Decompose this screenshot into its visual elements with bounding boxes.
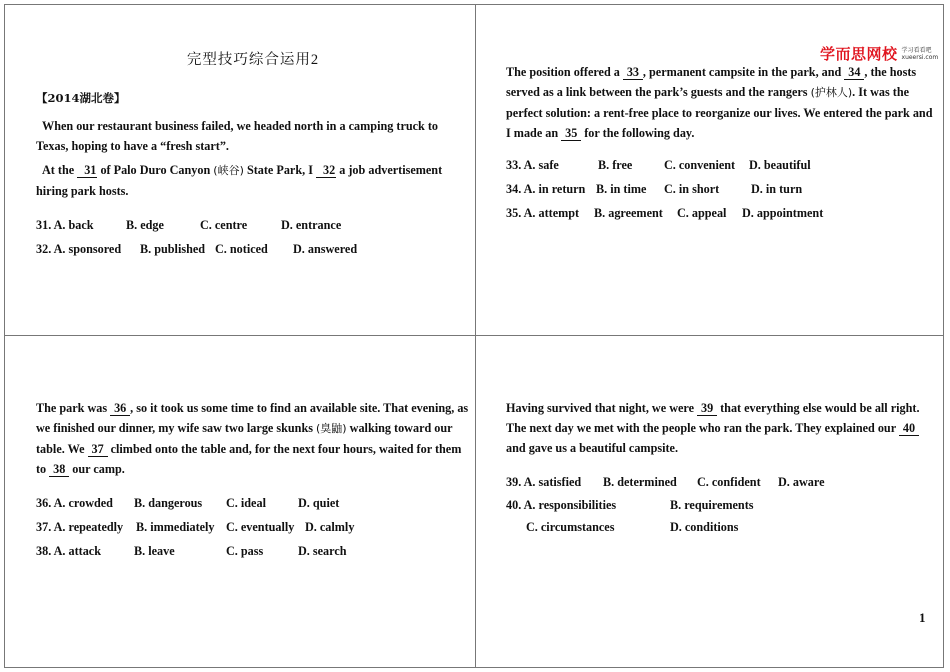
question-39-options bbox=[506, 470, 936, 494]
option: C. centre bbox=[200, 218, 248, 232]
option: C. confident bbox=[697, 475, 761, 489]
option: D. appointment bbox=[742, 206, 824, 220]
option: C. eventually bbox=[226, 520, 295, 534]
option: 35. A. attempt bbox=[506, 206, 580, 220]
option: 38. A. attack bbox=[36, 544, 101, 558]
option: B. agreement bbox=[594, 206, 663, 220]
blank-31: 31 bbox=[77, 163, 97, 178]
options-block bbox=[36, 213, 470, 261]
page-number: 1 bbox=[919, 610, 926, 625]
option: B. leave bbox=[134, 544, 175, 558]
option: D. conditions bbox=[670, 520, 739, 534]
slide-title: 完型技巧综合运用2 bbox=[186, 52, 320, 68]
option: D. beautiful bbox=[749, 158, 811, 172]
option: 33. A. safe bbox=[506, 158, 559, 172]
blank-32: 32 bbox=[316, 163, 336, 178]
question-31-options bbox=[36, 213, 470, 237]
blank-39: 39 bbox=[697, 401, 717, 416]
option: C. noticed bbox=[215, 242, 268, 256]
horizontal-divider bbox=[4, 335, 944, 336]
option: B. determined bbox=[603, 475, 677, 489]
option: C. ideal bbox=[226, 496, 266, 510]
option: C. in short bbox=[664, 182, 720, 196]
option: B. published bbox=[140, 242, 206, 256]
slide-top-left bbox=[36, 46, 470, 261]
passage-paragraph-1: When our restaurant business failed, we headed north in a camping truck to Texas, hoping to have a “fresh start”. bbox=[36, 119, 439, 153]
blank-38: 38 bbox=[49, 462, 69, 477]
options-block bbox=[36, 491, 470, 563]
logo-text: 学而思网校 bbox=[820, 45, 898, 63]
blank-37: 37 bbox=[88, 442, 108, 457]
option: 40. A. responsibilities bbox=[506, 498, 617, 512]
option: C. pass bbox=[226, 544, 264, 558]
question-37-options bbox=[36, 515, 470, 539]
option: 34. A. in return bbox=[506, 182, 586, 196]
slide-top-right bbox=[506, 62, 936, 225]
passage-paragraph: The position offered a 33 , permanent campsite in the park, and 34 , the hosts served as a link between the park’s guests and the rangers (护林人). It was the perfect solution: a rent-free place to reorganize our lives. We entered the park and I made an 35 for the following day. bbox=[506, 65, 933, 140]
blank-40: 40 bbox=[899, 421, 919, 436]
option: B. in time bbox=[596, 182, 647, 196]
options-block bbox=[506, 470, 936, 538]
option: D. answered bbox=[293, 242, 358, 256]
blank-33: 33 bbox=[623, 65, 643, 80]
option: D. in turn bbox=[751, 182, 803, 196]
option: B. edge bbox=[126, 218, 164, 232]
question-33-options bbox=[506, 153, 936, 177]
option: B. dangerous bbox=[134, 496, 203, 510]
option: 36. A. crowded bbox=[36, 496, 113, 510]
option: D. search bbox=[298, 544, 347, 558]
option: D. quiet bbox=[298, 496, 340, 510]
question-40-options-row-1 bbox=[506, 494, 936, 516]
exam-source-tag: 【2014湖北卷】 bbox=[36, 91, 126, 105]
option: B. free bbox=[598, 158, 633, 172]
option: D. entrance bbox=[281, 218, 342, 232]
option: 31. A. back bbox=[36, 218, 94, 232]
blank-35: 35 bbox=[561, 126, 581, 141]
option: D. aware bbox=[778, 475, 825, 489]
option: C. appeal bbox=[677, 206, 727, 220]
blank-36: 36 bbox=[110, 401, 130, 416]
option: C. convenient bbox=[664, 158, 736, 172]
option: 39. A. satisfied bbox=[506, 475, 582, 489]
blank-34: 34 bbox=[844, 65, 864, 80]
option: C. circumstances bbox=[526, 520, 615, 534]
question-32-options bbox=[36, 237, 470, 261]
logo-slogan: 学习看看吧 bbox=[901, 46, 932, 54]
passage-paragraph: The park was 36 , so it took us some time to find an available site. That evening, as we finished our dinner, my wife saw two large skunks (臭鼬) walking toward our table. We 37 climbed onto the table and, for the next four hours, waited for them to 38 our camp. bbox=[36, 401, 469, 476]
question-38-options bbox=[36, 539, 470, 563]
slide-bottom-right bbox=[506, 398, 936, 538]
question-35-options bbox=[506, 201, 936, 225]
option: 37. A. repeatedly bbox=[36, 520, 124, 534]
question-40-options-row-2 bbox=[506, 516, 936, 538]
question-34-options bbox=[506, 177, 936, 201]
slide-bottom-left bbox=[36, 398, 470, 563]
brand-logo bbox=[820, 43, 938, 64]
option: 32. A. sponsored bbox=[36, 242, 122, 256]
option: B. requirements bbox=[670, 498, 754, 512]
option: B. immediately bbox=[136, 520, 215, 534]
vertical-divider bbox=[475, 4, 476, 668]
passage-paragraph-2: At the 31 of Palo Duro Canyon (峡谷) State Park, I 32 a job advertisement hiring park hosts. bbox=[36, 163, 443, 198]
option: D. calmly bbox=[305, 520, 355, 534]
passage-paragraph: Having survived that night, we were 39 that everything else would be all right. The next day we met with the people who ran the park. They explained our 40 and gave us a beautiful campsite. bbox=[506, 401, 920, 455]
question-36-options bbox=[36, 491, 470, 515]
logo-url: xueersi.com bbox=[901, 53, 939, 61]
options-block bbox=[506, 153, 936, 225]
